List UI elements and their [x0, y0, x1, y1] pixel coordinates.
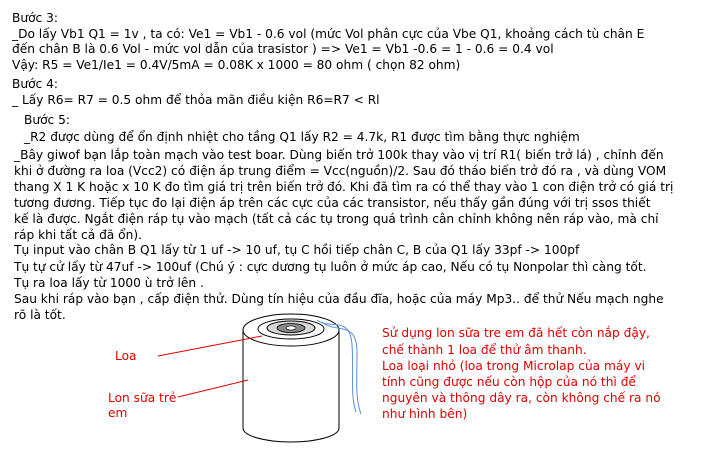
closing-line: Sau khi ráp vào bạn , cấp điện thử. Dùng tín hiệu của đầu đĩa, hoặc của máy Mp3.. để thử Nếu mạch nghe — [14, 292, 664, 306]
step5-line: kế là được. Ngắt điện ráp tụ vào mạch (tất cả các tụ trong quá trình cân chỉnh không nên ráp vào, mà chỉ — [14, 212, 659, 226]
step3-line: _Do lấy Vb1 Q1 = 1v , ta có: Ve1 = Vb1 - 0.6 vol (mức Vol phân cực của Vbe Q1, khoảng cách tù chân E — [12, 27, 645, 41]
annotation-line: như hình bên) — [382, 407, 468, 421]
step4-heading: Bước 4: — [12, 77, 58, 91]
step4-line: _ Lấy R6= R7 = 0.5 ohm để thỏa mãn điều kiện R6=R7 < Rl — [12, 93, 380, 107]
step5-heading: Bước 5: — [24, 113, 70, 127]
annotation-line: nguyên và thông dây ra, còn không chế ra nó — [382, 391, 661, 405]
closing-line: rõ là tốt. — [14, 308, 66, 322]
speaker-wire — [317, 320, 356, 412]
step3-heading: Bước 3: — [12, 11, 58, 25]
speaker-wire — [322, 322, 361, 414]
annotation-line: Loa loại nhỏ (loa trong Microlap của máy vi — [382, 359, 646, 373]
annotation-line: chế thành 1 loa để thử âm thanh. — [382, 343, 587, 357]
step5-line: _Bây giwof bạn lắp toàn mạch vào test boar. Dùng biến trở 100k thay vào vị trí R1( biến trở lá) , chỉnh đến — [14, 148, 664, 162]
step5-line: khi ở đường ra loa (Vcc2) có điện áp trung điểm = Vcc(nguồn)/2. Sau đó tháo biến trở đó ra , và dùng VOM — [14, 164, 667, 178]
annotation-line: Sử dụng lon sữa tre em đã hết còn nắp đậy, — [382, 326, 650, 340]
annotation-line: tính cũng được nếu còn hộp của nó thì để — [382, 375, 636, 389]
step5-line: thang X 1 K hoặc x 10 K đo tìm giá trị trên biến trở đó. Khi đã tìm ra có thể thay vào 1 con điện trở có giá trị — [14, 180, 674, 194]
speaker-center — [286, 326, 296, 330]
capacitor-note: Tụ ra loa lấy từ 1000 ù trở lên . — [14, 276, 204, 290]
capacitor-note: Tụ tự cử lấy từ 47uf -> 100uf (Chú ý : cực dương tụ luôn ở mức áp cao, Nếu có tụ Nonpolar thì càng tốt. — [14, 260, 647, 274]
label-loa: Loa — [115, 349, 137, 363]
label-lon-sua-cont: em — [108, 406, 128, 420]
step3-line: Vậy: R5 = Ve1/Ie1 = 0.4V/5mA = 0.08K x 1000 = 80 ohm ( chọn 82 ohm) — [12, 58, 461, 72]
capacitor-note: Tụ input vào chân B Q1 lấy từ 1 uf -> 10 uf, tụ C hồi tiếp chân C, B của Q1 lấy 33pf -> 100pf — [14, 243, 580, 257]
can-body — [243, 330, 339, 442]
loa-pointer — [158, 336, 262, 356]
step3-line: đến chân B là 0.6 Vol - mức vol dẫn của trasistor ) => Ve1 = Vb1 -0.6 = 1 - 0.6 = 0.4 vol — [12, 42, 554, 56]
label-lon-sua: Lon sữa trẻ — [108, 391, 177, 405]
can-pointer — [178, 380, 248, 397]
step5-line: _R2 được dùng để ổn định nhiệt cho tầng Q1 lấy R2 = 4.7k, R1 được tìm bằng thực nghiệm — [24, 130, 580, 144]
step5-line: tương đương. Tiếp tục đo lại điện áp trên các cực của các transistor, nếu thấy gần đúng với trị ssos thiết — [14, 196, 651, 210]
step5-line: ráp khi tất cả đã ổn). — [14, 228, 142, 242]
